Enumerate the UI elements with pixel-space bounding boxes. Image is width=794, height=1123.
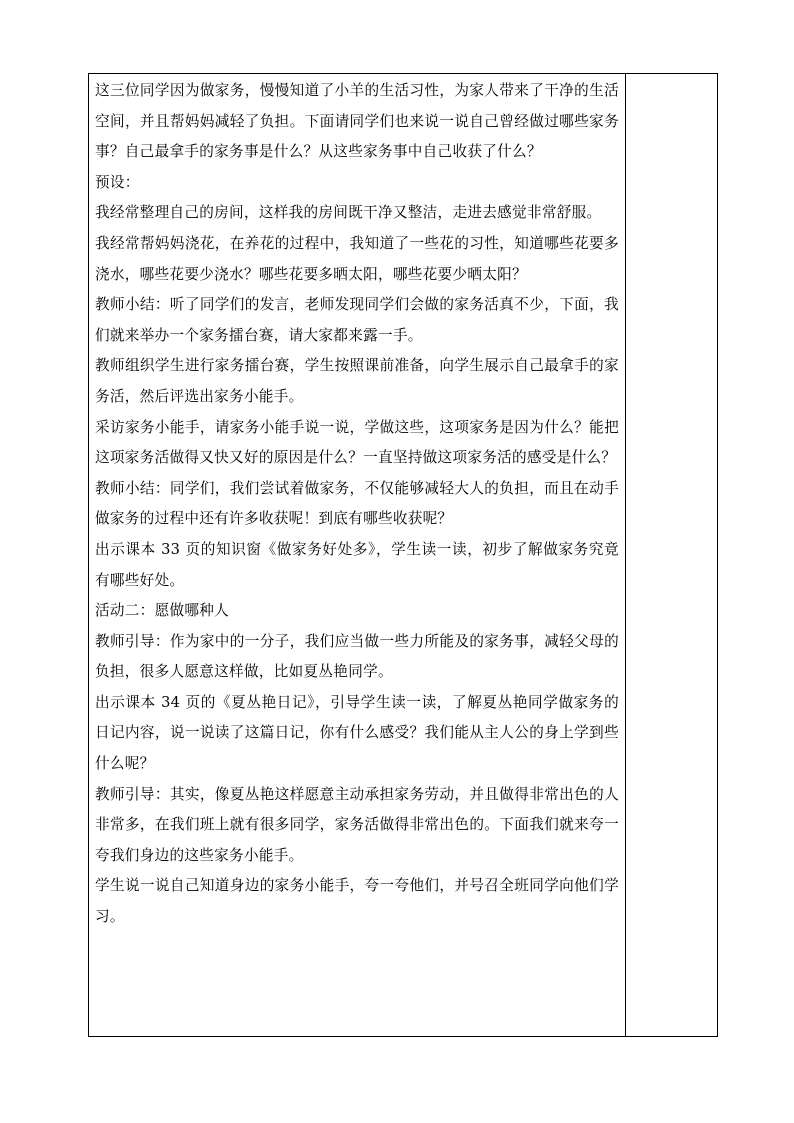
notes-cell (626, 74, 718, 1036)
paragraph-9: 出示课本 33 页的知识窗《做家务好处多》，学生读一读，初步了解做家务究竟有哪些好处。 (95, 540, 619, 589)
paragraph-6: 教师组织学生进行家务擂台赛，学生按照课前准备，向学生展示自己最拿手的家务活，然后评选出家务小能手。 (95, 357, 619, 405)
paragraph-3: 我经常整理自己的房间，这样我的房间既干净又整洁，走进去感觉非常舒服。 (95, 204, 602, 222)
paragraph-14: 学生说一说自己知道身边的家务小能手，夸一夸他们，并号召全班同学向他们学习。 (95, 877, 619, 926)
paragraph-5: 教师小结：听了同学们的发言，老师发现同学们会做的家务活真不少，下面，我们就来举办一个家务擂台赛，请大家都来露一手。 (95, 296, 619, 344)
lesson-content-cell (95, 76, 619, 933)
lesson-table (88, 73, 718, 1037)
paragraph-11: 教师引导：作为家中的一分子，我们应当做一些力所能及的家务事，减轻父母的负担，很多人愿意这样做，比如夏丛艳同学。 (95, 632, 619, 681)
paragraph-12: 出示课本 34 页的《夏丛艳日记》，引导学生读一读，了解夏丛艳同学做家务的日记内容，说一说读了这篇日记，你有什么感受？我们能从主人公的身上学到些什么呢？ (95, 693, 619, 773)
paragraph-1: 这三位同学因为做家务，慢慢知道了小羊的生活习性，为家人带来了干净的生活空间，并且帮妈妈减轻了负担。下面请同学们也来说一说自己曾经做过哪些家务事？自己最拿手的家务事是什么？从这些家务事中自己收获了什么？ (95, 82, 619, 161)
paragraph-10: 活动二：愿做哪种人 (95, 602, 230, 620)
paragraph-4: 我经常帮妈妈浇花，在养花的过程中，我知道了一些花的习性，知道哪些花要多浇水，哪些花要少浇水？哪些花要多晒太阳，哪些花要少晒太阳？ (95, 234, 619, 283)
paragraph-7: 采访家务小能手，请家务小能手说一说，学做这些，这项家务是因为什么？能把这项家务活做得又快又好的原因是什么？一直坚持做这项家务活的感受是什么？ (95, 418, 619, 467)
paragraph-2: 预设： (95, 173, 140, 191)
paragraph-13: 教师引导：其实，像夏丛艳这样愿意主动承担家务劳动，并且做得非常出色的人非常多，在我们班上就有很多同学，家务活做得非常出色的。下面我们就来夸一夸我们身边的这些家务小能手。 (95, 785, 619, 864)
paragraph-8: 教师小结：同学们，我们尝试着做家务，不仅能够减轻大人的负担，而且在动手做家务的过程中还有许多收获呢！到底有哪些收获呢？ (95, 479, 619, 528)
